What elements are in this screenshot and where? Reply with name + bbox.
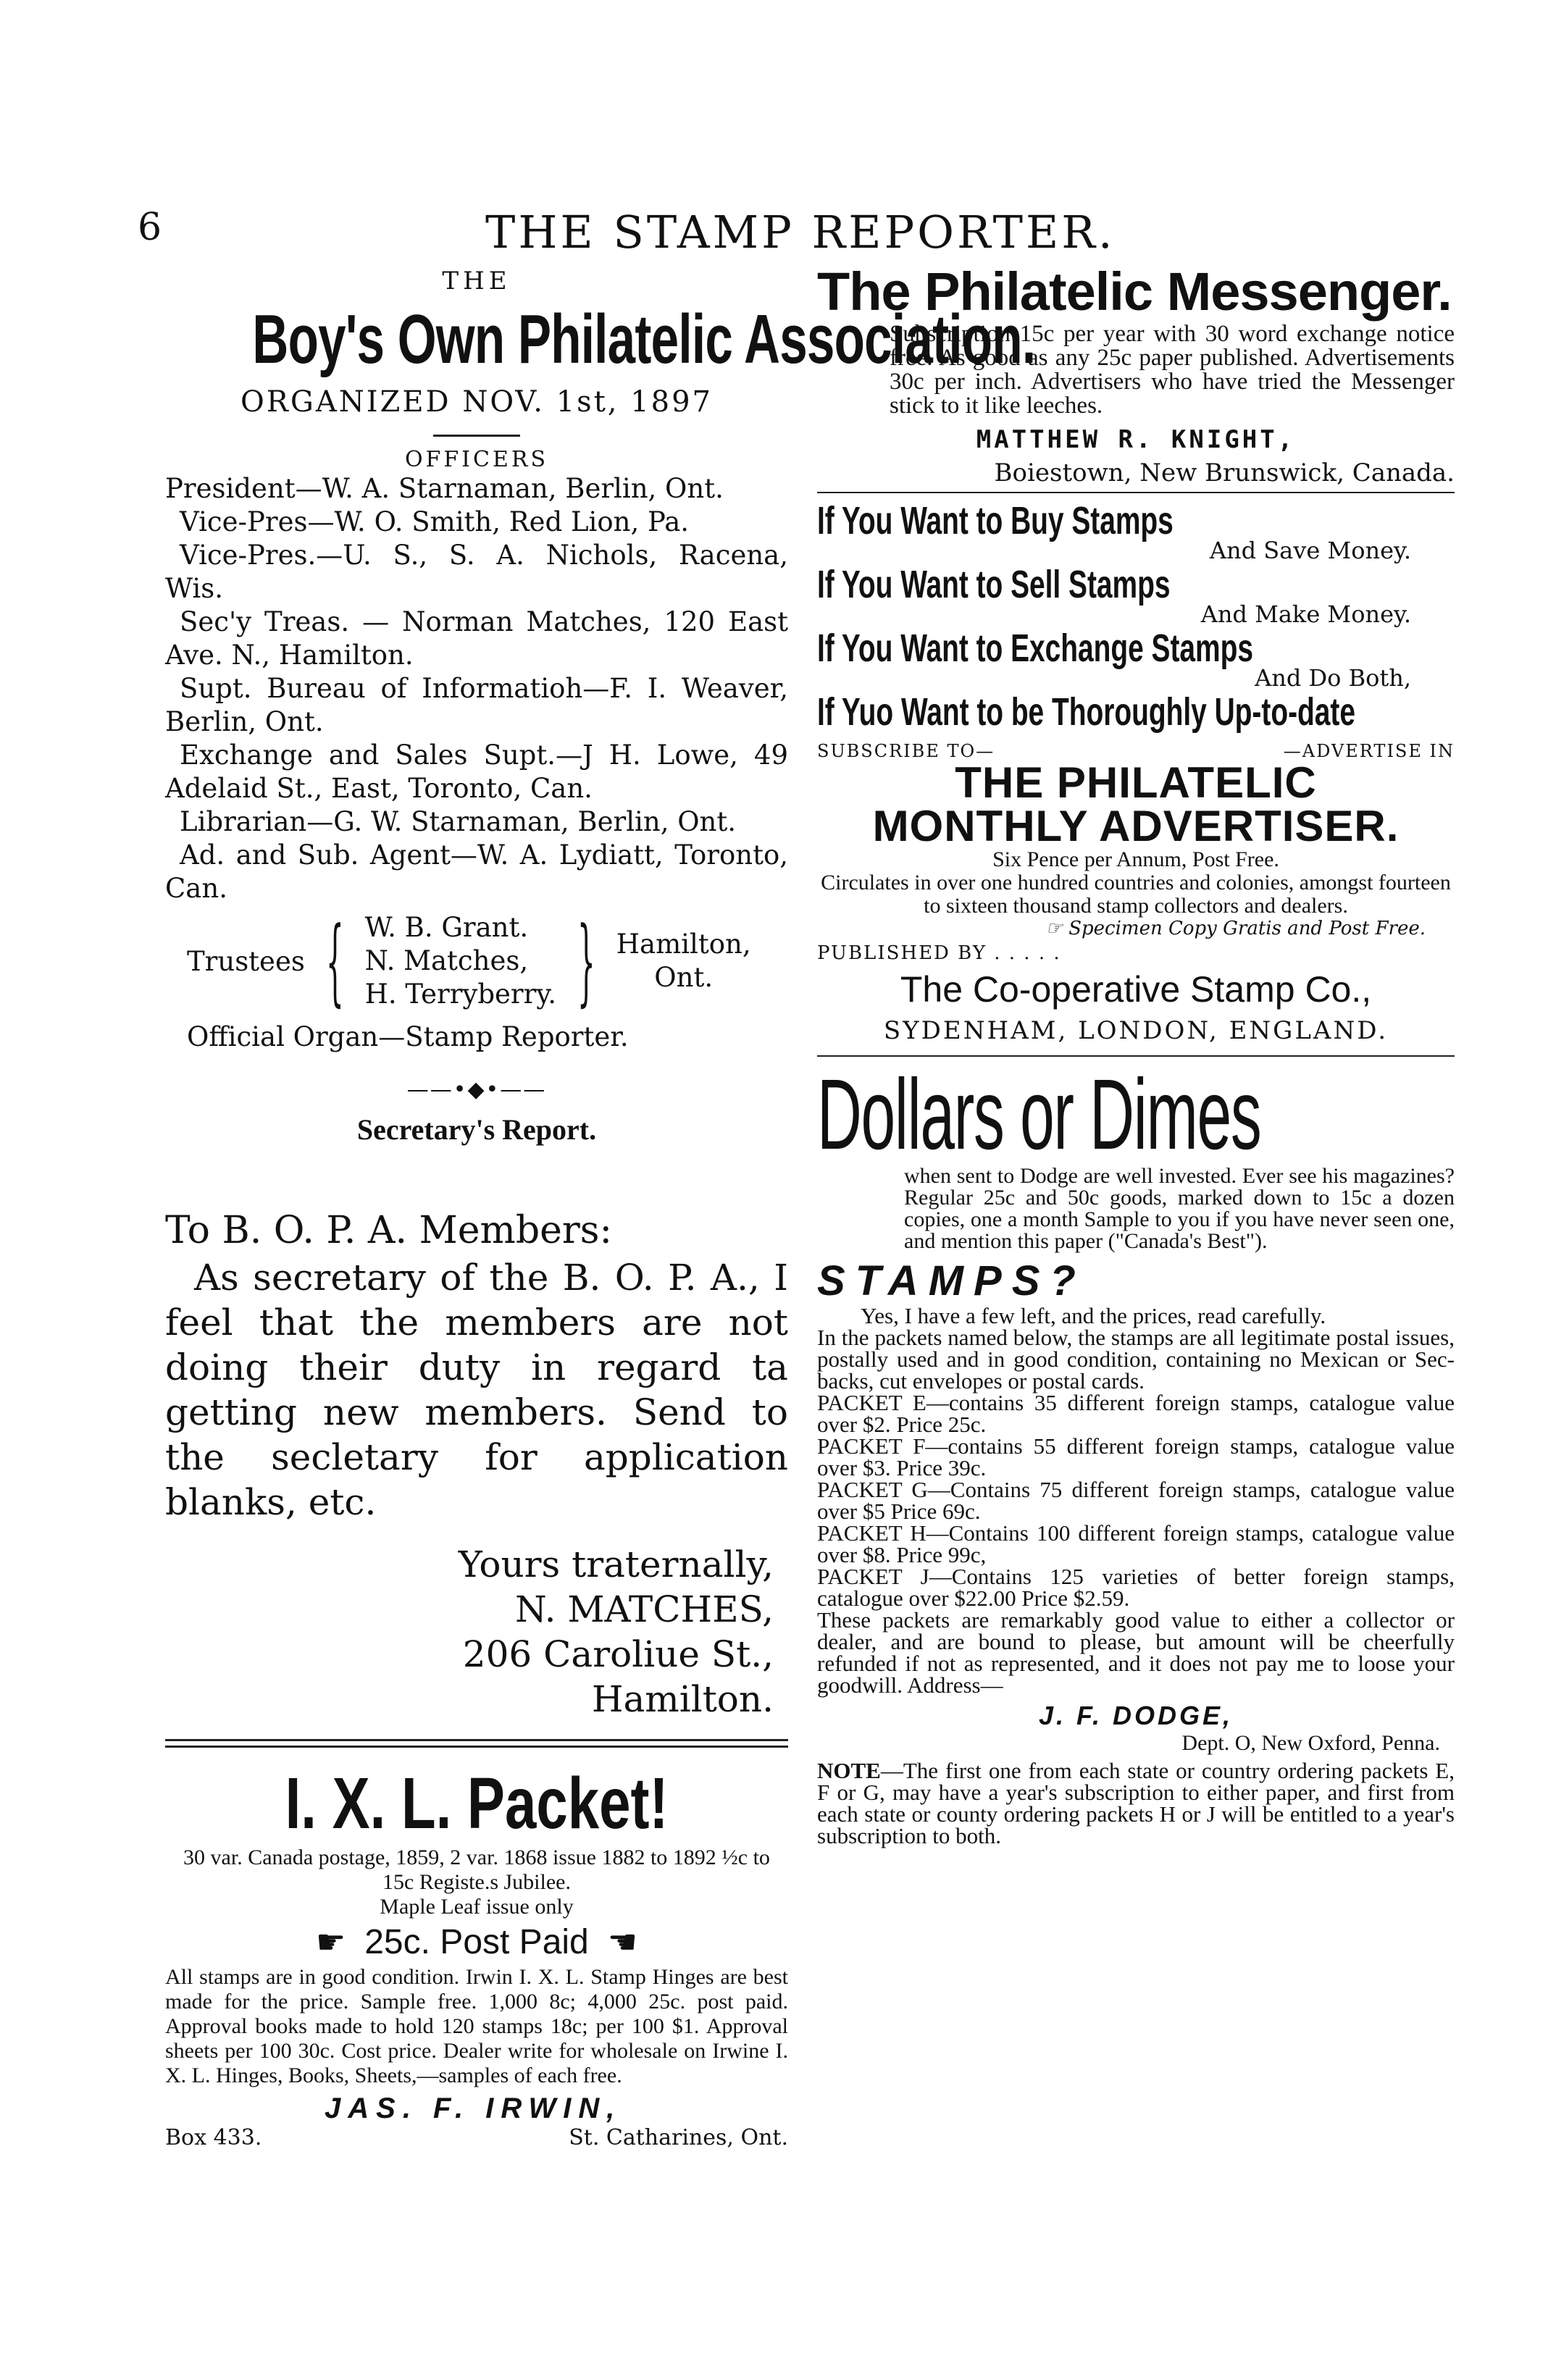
packet-entry: PACKET E—contains 35 different foreign stamps, catalogue value over $2. Price 25c. (817, 1390, 1455, 1437)
trustees-city: Hamilton, (616, 929, 751, 960)
knight-name: MATTHEW R. KNIGHT, (976, 425, 1296, 454)
double-rule (165, 1739, 788, 1748)
packet-entry: PACKET H—Contains 100 different foreign stamps, catalogue value over $8. Price 99c, (817, 1520, 1455, 1567)
closing-city: Hamilton. (591, 1678, 774, 1720)
irwin-signature: JAS. F. IRWIN, (325, 2092, 622, 2124)
want-heading: If You Want to Buy Stamps (817, 499, 1174, 542)
coop-address: SYDENHAM, LONDON, ENGLAND. (883, 1016, 1389, 1045)
pma-title-line2: MONTHLY ADVERTISER. (872, 802, 1400, 850)
official-organ: Official Organ—Stamp Reporter. (187, 1021, 629, 1052)
officer-entry: Sec'y Treas. — Norman Matches, 120 East Ave. N., Hamilton. (165, 606, 788, 671)
stamps-intro: Yes, I have a few left, and the prices, read carefully. (861, 1303, 1326, 1328)
the-label: THE (442, 267, 511, 296)
right-column (817, 261, 1455, 1848)
closing-line: Yours traternally, (458, 1543, 774, 1585)
irwin-city: St. Catharines, Ont. (569, 2125, 788, 2150)
dodge-text: when sent to Dodge are well invested. Ever see his magazines? Regular 25c and 50c goods, marked down to 15c a dozen copies, one a month Sample to you if you have never seen one, and mention this paper ("Canada's Best"). (904, 1164, 1455, 1253)
officer-entry: Vice-Pres—W. O. Smith, Red Lion, Pa. (180, 506, 690, 537)
subscription-note (817, 1760, 1455, 1847)
dodge-address: Dept. O, New Oxford, Penna. (1181, 1731, 1440, 1755)
specimen-note (817, 918, 1455, 939)
trustee-name: W. B. Grant. (364, 912, 529, 943)
packet-entry: PACKET G—Contains 75 different foreign stamps, catalogue value over $5 Price 69c. (817, 1477, 1455, 1524)
officer-entry: Vice-Pres.—U. S., S. A. Nichols, Racena, Wis. (165, 540, 788, 604)
letter-body: As secretary of the B. O. P. A., I feel that the members are not doing their duty in regard ta getting new members. Send to the secletary for application blanks, etc. (165, 1257, 788, 1523)
knight-address: Boiestown, New Brunswick, Canada. (994, 458, 1455, 487)
ixl-packet-title: I. X. L. Packet! (285, 1763, 669, 1844)
officer-entry: Librarian—G. W. Starnaman, Berlin, Ont. (180, 806, 737, 837)
trustee-name: N. Matches, (364, 945, 529, 976)
specimen-text: Specimen Copy Gratis and Post Free. (1068, 918, 1426, 939)
packets-list (817, 1392, 1455, 1609)
association-title: Boy's Own Philatelic Association. (252, 301, 1036, 378)
trustees-place (616, 928, 751, 994)
packet-entry: PACKET F—contains 55 different foreign stamps, catalogue value over $3. Price 39c. (817, 1433, 1455, 1480)
pma-title-line1: THE PHILATELIC (955, 758, 1317, 807)
organized-date: ORGANIZED NOV. 1st, 1897 (240, 385, 714, 419)
coop-name: The Co-operative Stamp Co., (900, 969, 1372, 1010)
ornament-divider: ——•◆•—— (406, 1077, 547, 1102)
officer-entry: President—W. A. Starnaman, Berlin, Ont. (165, 473, 724, 504)
irwin-address (165, 2125, 788, 2150)
packet-entry: PACKET J—Contains 125 varieties of better foreign stamps, catalogue over $22.00 Price $2.59. (817, 1564, 1455, 1611)
note-text: —The first one from each state or country ordering packets E, F or G, may have a year's subscription to either paper, and first from each state or county ordering packets H or J will be entitled to a year's subscription to both. (817, 1758, 1455, 1848)
want-heading: If You Want to Sell Stamps (817, 563, 1171, 606)
pma-text: Circulates in over one hundred countries and colonies, amongst fourteen to sixteen thousand stamp collectors and dealers. (821, 871, 1451, 918)
pma-price: Six Pence per Annum, Post Free. (992, 847, 1279, 871)
dollars-title: Dollars or Dimes (817, 1059, 1261, 1170)
want-sub: And Make Money. (1200, 600, 1411, 628)
ixl-line: 30 var. Canada postage, 1859, 2 var. 1868 issue 1882 to 1892 ½c to 15c Registe.s Jubilee. (183, 1845, 770, 1894)
post-paid-line (165, 1922, 788, 1962)
ixl-body: All stamps are in good condition. Irwin I. X. L. Stamp Hinges are best made for the price. Sample free. 1,000 8c; 4,000 25c. post paid. Approval books made to hold 120 stamps 18c; per 100 $1. Approval sheets per 100 30c. Cost price. Dealer write for wholesale on Irwine I. X. L. Hinges, Books, Sheets,—samples of each free. (165, 1965, 788, 2087)
divider (817, 1055, 1455, 1057)
closing-street: 206 Caroliue St., (462, 1633, 774, 1675)
trustees-province: Ont. (654, 962, 714, 993)
officer-entry: Ad. and Sub. Agent—W. A. Lydiatt, Toronto, Can. (165, 839, 788, 904)
closing-signature: N. MATCHES, (515, 1588, 774, 1630)
box-number: Box 433. (165, 2125, 262, 2150)
published-by: PUBLISHED BY . . . . . (817, 942, 1061, 964)
officer-entry: Supt. Bureau of Informatioh—F. I. Weaver, Berlin, Ont. (165, 673, 788, 737)
secretary-report-heading: Secretary's Report. (356, 1113, 597, 1146)
right-brace-icon: } (577, 906, 595, 1016)
left-brace-icon: { (325, 906, 344, 1016)
packets-note: These packets are remarkably good value to either a collector or dealer, and are bound to please, but amount will be cheerfully refunded if not as represented, and it does not pay me to loose your goodwill. Address— (817, 1607, 1455, 1698)
trustees-names (365, 911, 556, 1011)
subscribe-label: SUBSCRIBE TO— (817, 741, 995, 761)
want-sub: And Save Money. (1209, 537, 1411, 564)
officers-list (165, 472, 788, 905)
want-heading: If Yuo Want to be Thoroughly Up-to-date (817, 690, 1355, 734)
letter-closing (165, 1542, 788, 1722)
hand-pointer-icon: ☞ (1045, 918, 1063, 939)
post-paid-text: 25c. Post Paid (364, 1923, 589, 1961)
note-label: NOTE (817, 1758, 881, 1783)
hand-pointer-icon: ☛ (315, 1923, 346, 1961)
stamps-title: STAMPS? (817, 1257, 1086, 1304)
wants-list (817, 499, 1455, 734)
officer-entry: Exchange and Sales Supt.—J H. Lowe, 49 Adelaid St., East, Toronto, Can. (165, 739, 788, 804)
trustees-block (187, 906, 788, 1016)
want-heading: If You Want to Exchange Stamps (817, 627, 1253, 670)
advertise-label: —ADVERTISE IN (1283, 741, 1455, 761)
hand-pointer-icon: ☚ (607, 1923, 637, 1961)
stamps-body: In the packets named below, the stamps are all legitimate postal issues, postally used and in good condition, containing no Mexican or Sec-backs, cut envelopes or postal cards. (817, 1325, 1455, 1394)
want-sub: And Do Both, (1255, 664, 1411, 692)
trustees-label: Trustees (187, 945, 305, 977)
messenger-title: The Philatelic Messenger. (817, 261, 1452, 322)
officers-heading: OFFICERS (404, 447, 549, 472)
ixl-line: Maple Leaf issue only (380, 1895, 574, 1919)
messenger-text: Subscription 15c per year with 30 word exchange notice free. As good as any 25c paper published. Advertisements 30c per inch. Advertisers who have tried the Messenger stick to it like leeches. (890, 321, 1455, 419)
letter-heading: To B. O. P. A. Members: (165, 1209, 612, 1252)
running-title: THE STAMP REPORTER. (485, 206, 1116, 259)
divider (433, 435, 520, 437)
divider (817, 492, 1455, 493)
dodge-signature: J. F. DODGE, (1038, 1701, 1234, 1730)
trustee-name: H. Terryberry. (364, 979, 557, 1010)
page-number: 6 (138, 206, 162, 249)
